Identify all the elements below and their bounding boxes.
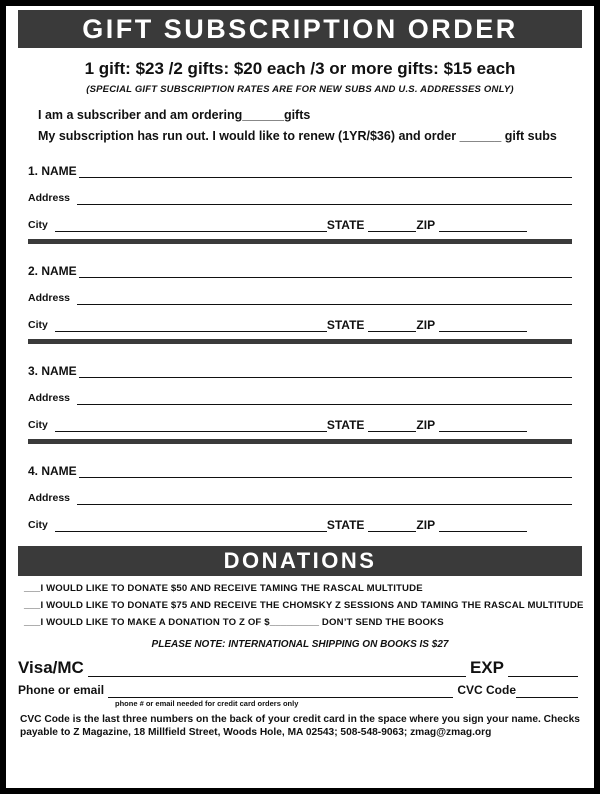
phone-or-email-label: Phone or email <box>18 683 105 697</box>
recipient-2-name-input[interactable] <box>79 264 572 278</box>
recipient-block-4 <box>10 456 590 532</box>
donations-title-bar: DONATIONS <box>18 546 582 576</box>
recipient-1-city-label: City <box>28 219 48 231</box>
recipient-3-name-input[interactable] <box>79 364 572 378</box>
recipient-1-name-row <box>28 156 572 178</box>
credit-card-row <box>10 653 590 677</box>
recipient-3-address-input[interactable] <box>77 391 572 405</box>
recipient-4-address-row <box>28 483 572 505</box>
recipient-1-zip-label: ZIP <box>416 218 436 232</box>
block-divider-1 <box>28 239 572 244</box>
pricing-note: (SPECIAL GIFT SUBSCRIPTION RATES ARE FOR NEW SUBS AND U.S. ADDRESSES ONLY) <box>86 84 514 95</box>
pricing-text: 1 gift: $23 /2 gifts: $20 each /3 or more gifts: $15 each <box>84 59 516 78</box>
card-label: Visa/MC <box>18 658 84 677</box>
recipient-3-city-input[interactable] <box>55 418 327 432</box>
recipient-2-state-input[interactable] <box>368 318 416 332</box>
recipient-3-name-row <box>28 356 572 378</box>
phone-or-email-input[interactable] <box>108 682 453 698</box>
cvc-code-label: CVC Code <box>457 683 516 697</box>
card-number-input[interactable] <box>88 661 466 677</box>
recipient-2-city-input[interactable] <box>55 318 327 332</box>
recipient-2-zip-input[interactable] <box>439 318 527 332</box>
recipient-4-city-label: City <box>28 519 48 531</box>
recipient-1-name-label: 1. NAME <box>28 164 77 178</box>
donation-option-custom[interactable]: ___I WOULD LIKE TO MAKE A DONATION TO Z OF $_________ DON’T SEND THE BOOKS <box>24 617 444 628</box>
recipient-2-state-label: STATE <box>326 318 365 332</box>
recipient-2-name-label: 2. NAME <box>28 264 77 278</box>
exp-input[interactable] <box>508 661 578 677</box>
statement-renew-and-gifts[interactable]: My subscription has run out. I would like to renew (1YR/$36) and order ______ gift subs <box>38 129 557 143</box>
recipient-4-name-row <box>28 456 572 478</box>
block-divider-3 <box>28 439 572 444</box>
block-divider-2 <box>28 339 572 344</box>
recipient-4-address-input[interactable] <box>77 491 572 505</box>
recipient-1-zip-input[interactable] <box>439 218 527 232</box>
recipient-2-address-label: Address <box>28 292 71 304</box>
recipient-4-state-label: STATE <box>326 518 365 532</box>
recipient-1-city-input[interactable] <box>55 218 327 232</box>
recipient-4-city-input[interactable] <box>55 518 327 532</box>
donation-options <box>24 583 590 634</box>
donation-option-50[interactable]: ___I WOULD LIKE TO DONATE $50 AND RECEIVE TAMING THE RASCAL MULTITUDE <box>24 583 423 594</box>
recipient-3-city-label: City <box>28 419 48 431</box>
recipient-1-state-label: STATE <box>326 218 365 232</box>
recipient-block-2 <box>10 256 590 332</box>
recipient-1-name-input[interactable] <box>79 164 572 178</box>
recipient-4-city-row <box>28 510 572 532</box>
recipient-1-state-input[interactable] <box>368 218 416 232</box>
recipient-3-zip-label: ZIP <box>416 418 436 432</box>
footer-legal-text: CVC Code is the last three numbers on the back of your credit card in the space where you sign your name. Checks payable to Z Magazine, 18 Millfield Street, Woods Hole, MA 02543; 508-548-9063; zmag@zmag.org <box>20 714 580 738</box>
recipient-4-zip-label: ZIP <box>416 518 436 532</box>
recipient-2-address-input[interactable] <box>77 291 572 305</box>
recipient-1-address-label: Address <box>28 192 71 204</box>
cvc-code-input[interactable] <box>516 682 578 698</box>
form-title-bar: GIFT SUBSCRIPTION ORDER <box>18 10 582 48</box>
recipient-2-address-row <box>28 283 572 305</box>
recipient-4-name-label: 4. NAME <box>28 464 77 478</box>
recipient-2-name-row <box>28 256 572 278</box>
recipient-4-state-input[interactable] <box>368 518 416 532</box>
recipient-1-address-input[interactable] <box>77 191 572 205</box>
recipient-3-zip-input[interactable] <box>439 418 527 432</box>
contact-row <box>10 678 590 698</box>
recipient-3-address-row <box>28 383 572 405</box>
recipient-3-state-label: STATE <box>326 418 365 432</box>
recipient-blocks <box>10 156 590 537</box>
recipient-2-city-row <box>28 310 572 332</box>
recipient-4-zip-input[interactable] <box>439 518 527 532</box>
recipient-4-address-label: Address <box>28 492 71 504</box>
recipient-2-city-label: City <box>28 319 48 331</box>
statement-subscriber-gifts[interactable]: I am a subscriber and am ordering______gifts <box>38 108 311 122</box>
exp-label: EXP <box>469 658 504 677</box>
subscriber-statements <box>38 108 590 150</box>
recipient-block-3 <box>10 356 590 432</box>
recipient-1-city-row <box>28 210 572 232</box>
recipient-1-address-row <box>28 183 572 205</box>
international-shipping-note: PLEASE NOTE: INTERNATIONAL SHIPPING ON BOOKS IS $27 <box>151 639 449 650</box>
recipient-3-address-label: Address <box>28 392 71 404</box>
recipient-3-name-label: 3. NAME <box>28 364 77 378</box>
recipient-3-city-row <box>28 410 572 432</box>
donation-option-75[interactable]: ___I WOULD LIKE TO DONATE $75 AND RECEIVE THE CHOMSKY Z SESSIONS AND TAMING THE RASCAL MULTITUDE <box>24 600 584 611</box>
recipient-2-zip-label: ZIP <box>416 318 436 332</box>
recipient-block-1 <box>10 156 590 232</box>
recipient-4-name-input[interactable] <box>79 464 572 478</box>
recipient-3-state-input[interactable] <box>368 418 416 432</box>
credit-card-contact-note: phone # or email needed for credit card orders only <box>115 699 299 708</box>
